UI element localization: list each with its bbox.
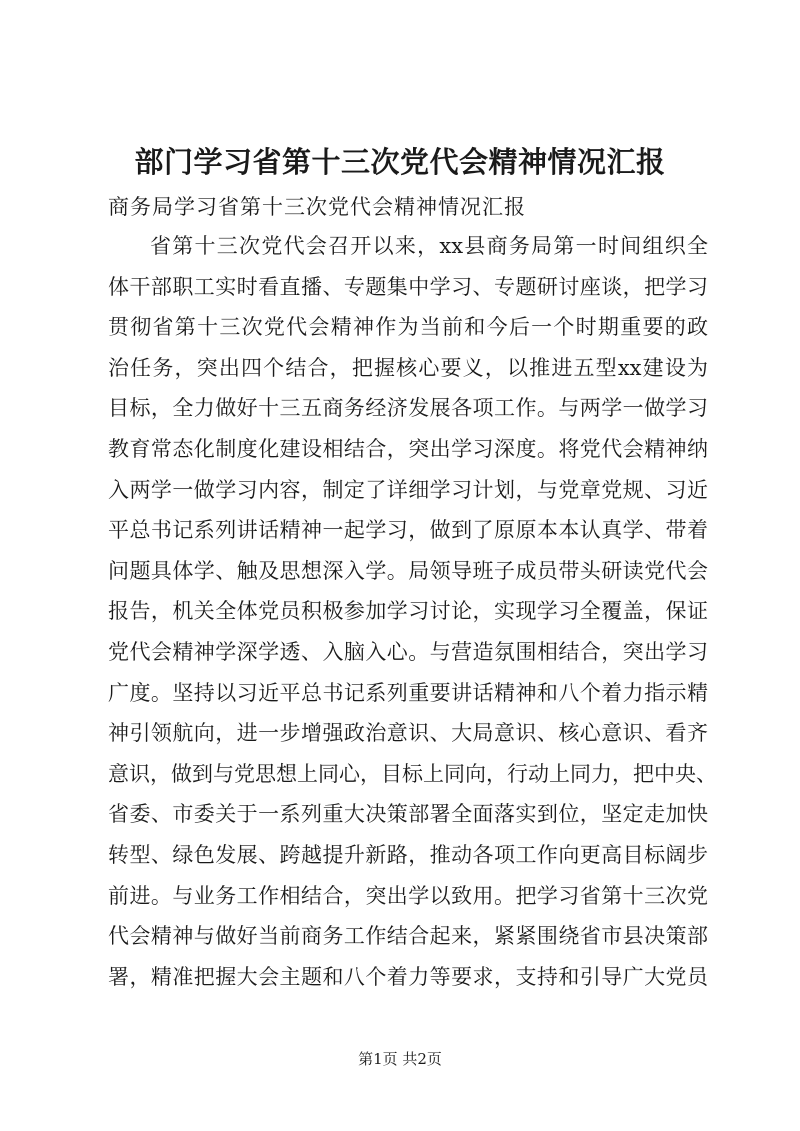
body-line: 教育常态化制度化建设相结合，突出学习深度。将党代会精神纳 bbox=[108, 436, 708, 461]
body-line: 代会精神与做好当前商务工作结合起来，紧紧围绕省市县决策部 bbox=[108, 924, 708, 949]
body-line: 意识，做到与党思想上同心，目标上同向，行动上同力，把中央、 bbox=[108, 761, 717, 786]
body-line: 问题具体学、触及思想深入学。局领导班子成员带头研读党代会 bbox=[108, 558, 708, 583]
page-footer: 第1页 共2页 bbox=[358, 1050, 442, 1068]
body-line: 入两学一做学习内容，制定了详细学习计划，与党章党规、习近 bbox=[108, 477, 708, 502]
body-line: 前进。与业务工作相结合，突出学以致用。把学习省第十三次党 bbox=[108, 883, 708, 908]
body-line: 广度。坚持以习近平总书记系列重要讲话精神和八个着力指示精 bbox=[108, 680, 708, 705]
body-line: 神引领航向，进一步增强政治意识、大局意识、核心意识、看齐 bbox=[108, 721, 708, 746]
document-subtitle: 商务局学习省第十三次党代会精神情况汇报 bbox=[108, 195, 526, 219]
body-line: 省第十三次党代会召开以来，xx县商务局第一时间组织全 bbox=[150, 234, 708, 258]
body-paragraph bbox=[108, 226, 717, 997]
body-line: 平总书记系列讲话精神一起学习，做到了原原本本认真学、带着 bbox=[108, 518, 708, 543]
body-line: 署，精准把握大会主题和八个着力等要求，支持和引导广大党员 bbox=[108, 964, 708, 989]
body-line: 转型、绿色发展、跨越提升新路，推动各项工作向更高目标阔步 bbox=[108, 842, 708, 867]
body-line: 报告，机关全体党员积极参加学习讨论，实现学习全覆盖，保证 bbox=[108, 599, 708, 624]
body-line: 贯彻省第十三次党代会精神作为当前和今后一个时期重要的政 bbox=[108, 315, 708, 340]
body-line: 目标，全力做好十三五商务经济发展各项工作。与两学一做学习 bbox=[108, 396, 708, 421]
body-line: 省委、市委关于一系列重大决策部署全面落实到位，坚定走加快 bbox=[108, 802, 708, 827]
body-line: 党代会精神学深学透、入脑入心。与营造氛围相结合，突出学习 bbox=[108, 639, 708, 664]
page-title: 部门学习省第十三次党代会精神情况汇报 bbox=[134, 145, 666, 179]
body-line: 治任务，突出四个结合，把握核心要义，以推进五型xx建设为 bbox=[108, 355, 708, 380]
body-line: 体干部职工实时看直播、专题集中学习、专题研讨座谈，把学习 bbox=[108, 274, 708, 299]
